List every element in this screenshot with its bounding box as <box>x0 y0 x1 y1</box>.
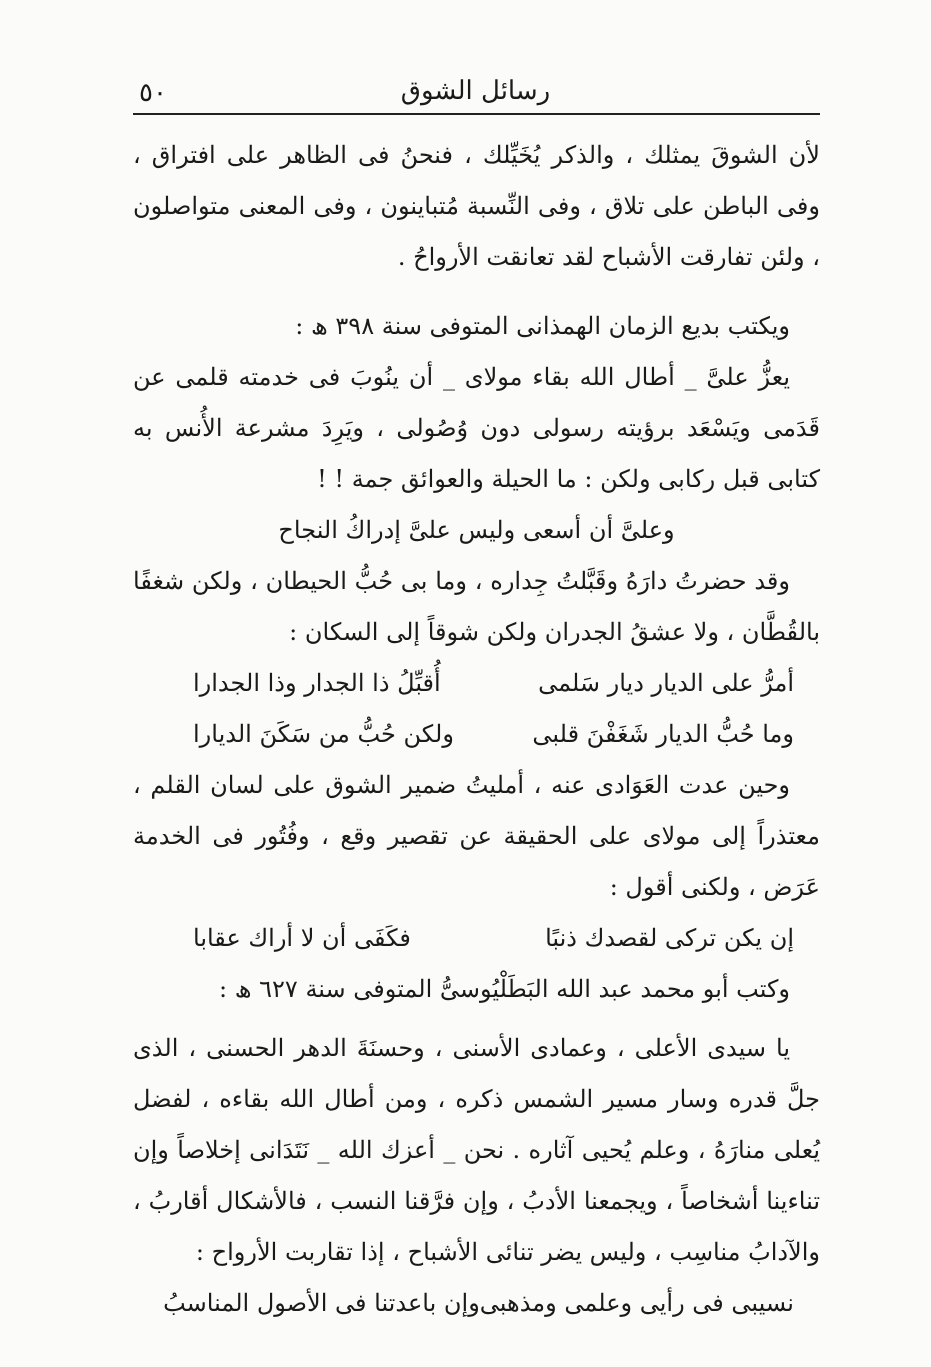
poem-1 <box>133 658 820 760</box>
header-rule <box>133 113 820 115</box>
paragraph-2: ويكتب بديع الزمان الهمذانى المتوفى سنة ٣٩٨ ھ : <box>295 312 790 340</box>
paragraph-7: يا سيدى الأعلى ، وعمادى الأسنى ، وحسنَةَ الدهر الحسنى ، الذى جلَّ قدره وسار مسير الشمس ذكره ، ومن أطال الله بقاءه ، لفضل يُعلى منارَهُ ، وعلم يُحيى آثاره . نحن _ أعزك الله _ نَتَدَانى إخلاصاً وإن تناءينا أشخاصاً ، ويجمعنا الأدبُ ، وإن فرَّقنا النسب ، فالأشكال أقاربُ ، والآدابُ مناسِب ، وليس يضر تنائى الأشباح ، إذا تقاربت الأرواح : <box>133 1034 820 1266</box>
hemistich-left: ولكن حُبُّ من سَكَنَ الديارا <box>193 720 454 748</box>
verse-line-1 <box>133 505 820 556</box>
hemistich-left: وإن باعدتنا فى الأصول المناسبُ <box>163 1289 480 1317</box>
hemistich-right: نسيبى فى رأيى وعلمى ومذهبى <box>479 1289 794 1317</box>
hemistich-right: أمرُّ على الديار ديار سَلمى <box>538 669 794 697</box>
verse-line-2 <box>133 913 820 964</box>
paragraph-4: وقد حضرتُ دارَهُ وقَبَّلتُ جِداره ، وما بى حُبُّ الحيطان ، ولكن شغفًا بالقُطَّان ، ولا عشقُ الجدران ولكن شوقاً إلى السكان : <box>133 567 820 646</box>
hemistich-left: أُقبِّلُ ذا الجدار وذا الجدارا <box>193 669 441 697</box>
hemistich-right: وما حُبُّ الديار شَغَفْنَ قلبى <box>532 720 794 748</box>
hemistich-left: فكَفَى أن لا أراك عقابا <box>193 924 411 952</box>
verse-text: وعلىَّ أن أسعى وليس علىَّ إدراكُ النجاح <box>278 516 675 544</box>
page-body <box>133 130 820 1329</box>
paragraph-6: وكتب أبو محمد عبد الله البَطَلْيُوسىُّ المتوفى سنة ٦٢٧ ھ : <box>219 975 790 1003</box>
page-number: ٥٠ <box>139 78 167 108</box>
poem-line <box>133 709 820 760</box>
paragraph-5: وحين عدت العَوَادى عنه ، أمليتُ ضمير الشوق على لسان القلم ، معتذراً إلى مولاى على الحقيقة عن تقصير وقع ، وفُتُور فى الخدمة عَرَض ، ولكنى أقول : <box>133 771 820 901</box>
paragraph-1: لأن الشوقَ يمثلك ، والذكر يُخَيِّلك ، فنحنُ فى الظاهر على افتراق ، وفى الباطن على تلاق ، وفى النِّسبة مُتباينون ، وفى المعنى متواصلون ، ولئن تفارقت الأشباح لقد تعانقت الأرواحُ . <box>133 141 820 271</box>
running-title: رسائل الشوق <box>400 76 551 106</box>
paragraph-3: يعزُّ علىَّ _ أطال الله بقاء مولاى _ أن ينُوبَ فى خدمته قلمى عن قَدَمى ويَسْعَد برؤيته رسولى دون وُصُولى ، ويَرِدَ مشرعة الأُنس به كتابى قبل ركابى ولكن : ما الحيلة والعوائق جمة ! ! <box>133 363 820 493</box>
page-header <box>133 74 818 114</box>
hemistich-right: إن يكن تركى لقصدك ذنبًا <box>545 924 794 952</box>
poem-line <box>133 658 820 709</box>
verse-line-3 <box>133 1278 820 1329</box>
